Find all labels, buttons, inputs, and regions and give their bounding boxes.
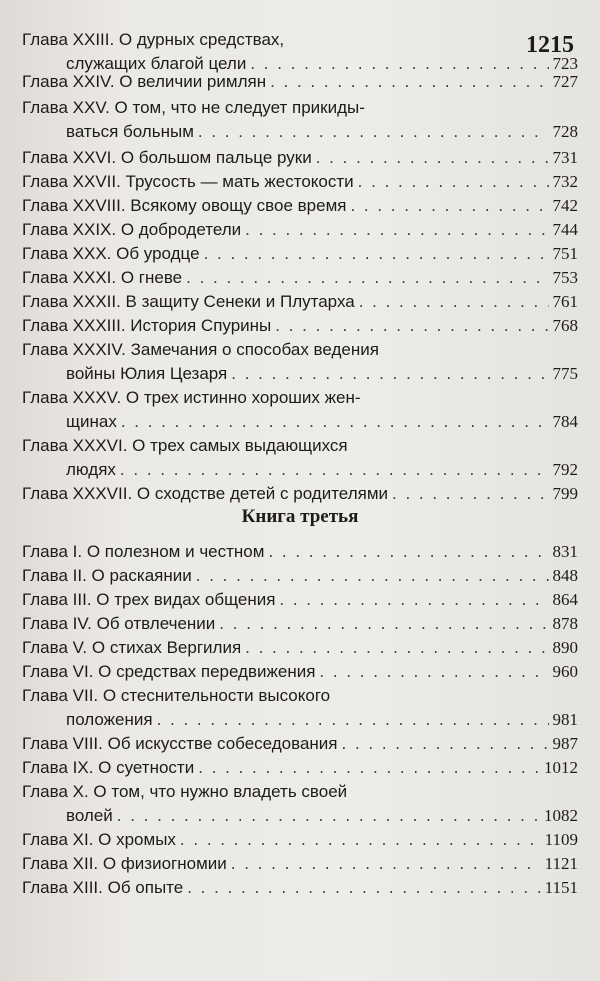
toc-entry-title: Глава XXVII. Трусость — мать жестокости <box>22 172 354 191</box>
toc-entry-line <box>22 684 578 708</box>
dot-leader <box>316 146 549 170</box>
toc-entry-title: войны Юлия Цезаря <box>66 364 228 383</box>
toc-entry-line <box>22 434 578 458</box>
toc-entry-title: Глава XIII. Об опыте <box>22 878 184 897</box>
dot-leader <box>219 612 548 636</box>
toc-entry <box>22 170 578 194</box>
toc-entry-title: Глава XXVIII. Всякому овощу свое время <box>22 196 347 215</box>
toc-entry-line <box>22 660 578 684</box>
toc-page-number: 723 <box>552 54 578 73</box>
toc-page-number: 960 <box>552 662 578 681</box>
toc-entry <box>22 588 578 612</box>
toc-entry-line <box>22 458 578 482</box>
toc-page-number: 728 <box>552 122 578 141</box>
toc-entry-title: волей <box>66 806 113 825</box>
toc-entry-line <box>22 290 578 314</box>
toc-entry <box>22 290 578 314</box>
toc-entry-title: Глава XXXVII. О сходстве детей с родителями <box>22 484 388 503</box>
toc-page-number: 761 <box>552 292 578 311</box>
toc-entry <box>22 194 578 218</box>
toc-page-number: 1082 <box>544 806 578 825</box>
toc-entry-title: Глава X. О том, что нужно владеть своей <box>22 782 348 801</box>
toc-entry-title: Глава V. О стихах Вергилия <box>22 638 242 657</box>
dot-leader <box>187 876 540 900</box>
toc-entry <box>22 28 578 76</box>
toc-page-number: 1121 <box>544 854 578 873</box>
toc-entry <box>22 218 578 242</box>
toc-entry-title: Глава XXXIV. Замечания о способах ведения <box>22 340 379 359</box>
toc-entry-line <box>22 756 578 780</box>
toc-entry-title: Глава XXIII. О дурных средствах, <box>22 30 285 49</box>
toc-entry-title: ваться больным <box>66 122 194 141</box>
section-heading: Книга третья <box>241 506 359 527</box>
toc-page-number: 744 <box>552 220 578 239</box>
toc-page-number: 878 <box>552 614 578 633</box>
toc-entry-line <box>22 708 578 732</box>
toc-entry <box>22 756 578 780</box>
toc-page-number: 751 <box>552 244 578 263</box>
dot-leader <box>268 540 548 564</box>
toc-entry-line <box>22 362 578 386</box>
toc-entry <box>22 612 578 636</box>
dot-leader <box>279 588 548 612</box>
toc-entry <box>22 564 578 588</box>
toc-entry <box>22 70 578 94</box>
toc-entry-line <box>22 70 578 94</box>
toc-entry-title: служащих благой цели <box>66 54 247 73</box>
dot-leader <box>359 290 549 314</box>
toc-page-number: 753 <box>552 268 578 287</box>
toc-entry-line <box>22 804 578 828</box>
dot-leader <box>245 218 548 242</box>
toc-entry-title: Глава IV. Об отвлечении <box>22 614 216 633</box>
toc-entry-line <box>22 636 578 660</box>
dot-leader <box>270 70 548 94</box>
toc-entry-line <box>22 194 578 218</box>
toc-page-number: 1151 <box>544 878 578 897</box>
toc-entry <box>22 660 578 684</box>
toc-entry-title: Глава III. О трех видах общения <box>22 590 276 609</box>
toc-entry <box>22 876 578 900</box>
toc-page-number: 987 <box>552 734 578 753</box>
dot-leader <box>186 266 548 290</box>
toc-page-number: 784 <box>552 412 578 431</box>
toc-entry-title: Глава XXXI. О гневе <box>22 268 183 287</box>
toc-entry-line <box>22 218 578 242</box>
toc-entry <box>22 386 578 434</box>
toc-page-number: 792 <box>552 460 578 479</box>
dot-leader <box>350 194 548 218</box>
dot-leader <box>231 362 548 386</box>
toc-entry-line <box>22 482 578 506</box>
toc-page-number: 732 <box>552 172 578 191</box>
toc-entry <box>22 780 578 828</box>
dot-leader <box>231 852 541 876</box>
toc-entry-line <box>22 338 578 362</box>
toc-page-number: 768 <box>552 316 578 335</box>
toc-entry-line <box>22 612 578 636</box>
toc-entry-title: положения <box>66 710 153 729</box>
toc-entry-title: Глава XII. О физиогномии <box>22 854 227 873</box>
toc-entry-title: Глава XXIV. О величии римлян <box>22 72 267 91</box>
toc-entry-title: Глава XXVI. О большом пальце руки <box>22 148 312 167</box>
toc-entry-line <box>22 564 578 588</box>
toc-entry-title: Глава IX. О суетности <box>22 758 195 777</box>
toc-page-number: 1109 <box>544 830 578 849</box>
dot-leader <box>117 804 540 828</box>
dot-leader <box>245 636 548 660</box>
toc-entry-line <box>22 96 578 120</box>
toc-entry-line <box>22 732 578 756</box>
toc-page-number: 831 <box>552 542 578 561</box>
dot-leader <box>198 756 540 780</box>
toc-entry-title: людях <box>66 460 116 479</box>
toc-page-number: 799 <box>552 484 578 503</box>
toc-entry-line <box>22 410 578 434</box>
toc-page-number: 848 <box>552 566 578 585</box>
toc-entry <box>22 266 578 290</box>
toc-entry-title: Глава XXXVI. О трех самых выдающихся <box>22 436 348 455</box>
toc-page-number: 731 <box>552 148 578 167</box>
dot-leader <box>196 564 549 588</box>
toc-entry-title: Глава XXV. О том, что не следует прикиды- <box>22 98 365 117</box>
dot-leader <box>342 732 549 756</box>
toc-entry-line <box>22 588 578 612</box>
dot-leader <box>358 170 549 194</box>
dot-leader <box>198 120 549 144</box>
dot-leader <box>180 828 541 852</box>
toc-page-number: 890 <box>552 638 578 657</box>
toc-entry <box>22 636 578 660</box>
toc-page-number: 1012 <box>544 758 578 777</box>
toc-entry-title: Глава XI. О хромых <box>22 830 176 849</box>
dot-leader <box>319 660 548 684</box>
toc-entry-title: щинах <box>66 412 117 431</box>
dot-leader <box>120 458 549 482</box>
toc-entry-title: Глава XXXII. В защиту Сенеки и Плутарха <box>22 292 355 311</box>
toc-page-number: 864 <box>552 590 578 609</box>
toc-entry-line <box>22 780 578 804</box>
toc-entry <box>22 146 578 170</box>
toc-entry <box>22 732 578 756</box>
toc-page-number: 742 <box>552 196 578 215</box>
toc-entry <box>22 684 578 732</box>
toc-entry-line <box>22 876 578 900</box>
toc-entry-line <box>22 386 578 410</box>
dot-leader <box>121 410 549 434</box>
dot-leader <box>275 314 548 338</box>
toc-entry <box>22 96 578 144</box>
dot-leader <box>157 708 549 732</box>
toc-entry <box>22 338 578 386</box>
toc-entry-line <box>22 852 578 876</box>
toc-entry-line <box>22 120 578 144</box>
toc-entry-line <box>22 266 578 290</box>
toc-entry-title: Глава VI. О средствах передвижения <box>22 662 316 681</box>
toc-entry-line <box>22 242 578 266</box>
toc-entry <box>22 314 578 338</box>
dot-leader <box>204 242 549 266</box>
toc-page-number: 981 <box>552 710 578 729</box>
toc-page-number: 727 <box>552 72 578 91</box>
toc-entry <box>22 482 578 506</box>
page-number: 1215 <box>526 32 574 58</box>
toc-entry-line <box>22 170 578 194</box>
toc-entry-line <box>22 540 578 564</box>
toc-entry <box>22 540 578 564</box>
toc-entry-title: Глава XXXV. О трех истинно хороших жен- <box>22 388 361 407</box>
toc-entry-line <box>22 314 578 338</box>
toc-entry-line <box>22 146 578 170</box>
toc-entry-title: Глава XXXIII. История Спурины <box>22 316 272 335</box>
dot-leader <box>392 482 549 506</box>
toc-page-number: 775 <box>552 364 578 383</box>
toc-entry-title: Глава I. О полезном и честном <box>22 542 265 561</box>
toc-entry-line <box>22 28 578 52</box>
toc-entry-title: Глава XXX. Об уродце <box>22 244 200 263</box>
toc-entry-title: Глава II. О раскаянии <box>22 566 192 585</box>
toc-entry <box>22 434 578 482</box>
toc-entry-title: Глава XXIX. О добродетели <box>22 220 242 239</box>
toc-entry <box>22 828 578 852</box>
toc-entry-title: Глава VIII. Об искусстве собеседования <box>22 734 338 753</box>
toc-entry <box>22 242 578 266</box>
toc-entry-title: Глава VII. О стеснительности высокого <box>22 686 331 705</box>
toc-entry-line <box>22 828 578 852</box>
toc-entry <box>22 852 578 876</box>
